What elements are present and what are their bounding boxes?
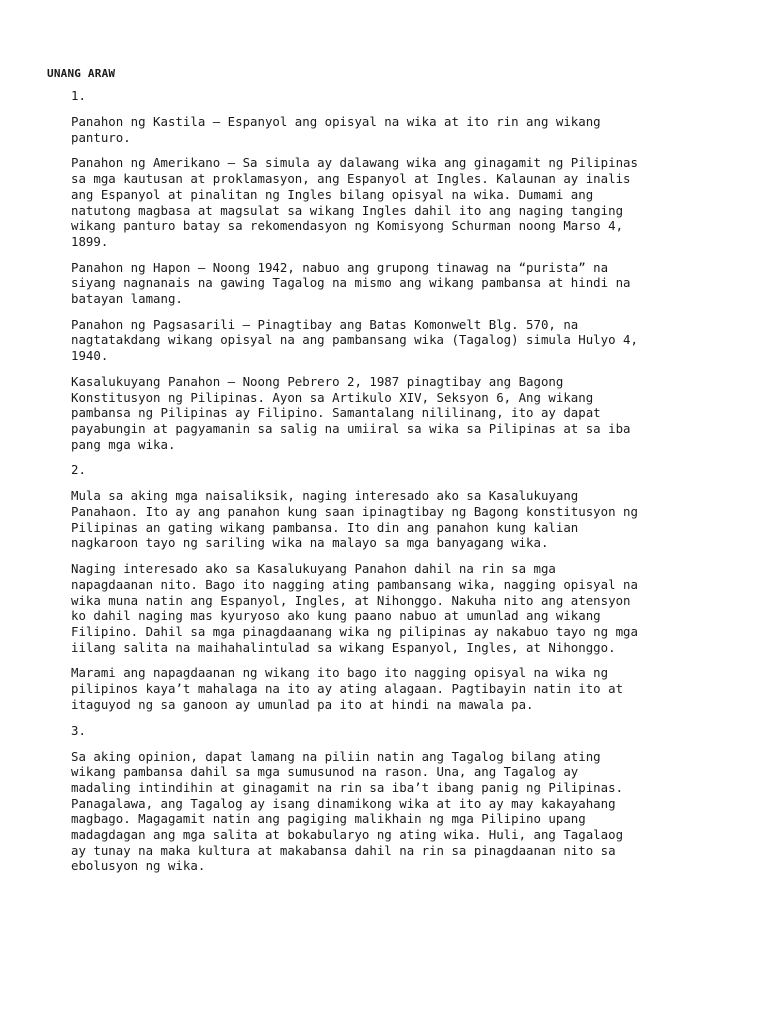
text-line: nagtatakdang wikang opisyal na ang pambansang wika (Tagalog) simula Hulyo 4, [71, 332, 638, 348]
text-line: batayan lamang. [71, 291, 183, 307]
section [71, 462, 721, 712]
text-line: Naging interesado ako sa Kasalukuyang Panahon dahil na rin sa mga [71, 561, 556, 577]
section-number: 1. [71, 88, 86, 103]
text-line: Panahon ng Pagsasarili – Pinagtibay ang Batas Komonwelt Blg. 570, na [71, 316, 579, 332]
text-line: Pilipinas an gating wikang pambansa. Ito din ang panahon kung kalian [71, 519, 579, 535]
text-line: panturo. [71, 129, 131, 145]
paragraph [71, 155, 721, 249]
text-line: wikang panturo batay sa rekomendasyon ng Komisyong Schurman noong Marso 4, [71, 218, 624, 234]
document-heading: UNANG ARAW [47, 67, 116, 80]
text-line: pilipinos kaya’t mahalaga na ito ay ating alagaan. Pagtibayin natin ito at [71, 681, 624, 697]
text-line: madagdagan ang mga salita at bokabularyo ng ating wika. Huli, ang Tagalaog [71, 827, 624, 843]
text-line: 1899. [71, 233, 109, 249]
text-line: nagkaroon tayo ng sariling wika na malayo sa mga banyagang wika. [71, 535, 549, 551]
text-line: wikang pambansa dahil sa mga sumusunod na rason. Una, ang Tagalog ay [71, 764, 579, 780]
text-line: ang Espanyol at pinalitan ng Ingles bilang opisyal na wika. Dumami ang [71, 186, 594, 202]
text-line: sa mga kautusan at proklamasyon, ang Espanyol at Ingles. Kalaunan ay inalis [71, 171, 631, 187]
paragraph [71, 374, 721, 453]
text-line: Panahon ng Kastila – Espanyol ang opisyal na wika at ito rin ang wikang [71, 114, 601, 129]
paragraph [71, 317, 721, 364]
paragraph [71, 561, 721, 655]
paragraph [71, 749, 721, 875]
text-line: Sa aking opinion, dapat lamang na piliin natin ang Tagalog bilang ating [71, 748, 601, 764]
document-body [71, 88, 721, 884]
text-line: Kasalukuyang Panahon – Noong Pebrero 2, 1987 pinagtibay ang Bagong [71, 373, 564, 389]
text-line: pang mga wika. [71, 436, 176, 452]
text-line: Panahon ng Hapon – Noong 1942, nabuo ang grupong tinawag na “purista” na [71, 259, 609, 275]
text-line: wika muna natin ang Espanyol, Ingles, at Nihonggo. Nakuha nito ang atensyon [71, 592, 631, 608]
text-line: 1940. [71, 348, 109, 364]
text-line: natutong magbasa at magsulat sa wikang Ingles dahil ito ang naging tanging [71, 202, 624, 218]
text-line: Panahon ng Amerikano – Sa simula ay dalawang wika ang ginagamit ng Pilipinas [71, 155, 638, 171]
section [71, 723, 721, 875]
text-line: itaguyod ng sa ganoon ay umunlad pa ito at hindi na mawala pa. [71, 696, 534, 712]
text-line: Panagalawa, ang Tagalog ay isang dinamikong wika at ito ay may kakayahang [71, 795, 616, 811]
paragraph [71, 260, 721, 307]
text-line: payabungin at pagyamanin sa salig na umiiral sa wika sa Pilipinas at sa iba [71, 420, 631, 436]
text-line: ko dahil naging mas kyuryoso ako kung paano nabuo at umunlad ang wikang [71, 608, 601, 624]
paragraph [71, 665, 721, 712]
text-line: pambansa ng Pilipinas ay Filipino. Samantalang nililinang, ito ay dapat [71, 405, 601, 421]
text-line: iilang salita na maihahalintulad sa wikang Espanyol, Ingles, at Nihonggo. [71, 639, 616, 655]
text-line: napagdaanan nito. Bago ito nagging ating pambansang wika, nagging opisyal na [71, 576, 638, 592]
section-number: 3. [71, 722, 86, 738]
text-line: siyang nagnanais na gawing Tagalog na mismo ang wikang pambansa at hindi na [71, 275, 631, 291]
text-line: Mula sa aking mga naisaliksik, naging interesado ako sa Kasalukuyang [71, 488, 579, 504]
text-line: Marami ang napagdaanan ng wikang ito bago ito nagging opisyal na wika ng [71, 665, 609, 681]
text-line: Konstitusyon ng Pilipinas. Ayon sa Artikulo XIV, Seksyon 6, Ang wikang [71, 389, 594, 405]
text-line: ay tunay na maka kultura at makabansa dahil na rin sa pinagdaanan nito sa [71, 842, 616, 858]
section [71, 88, 721, 452]
text-line: ebolusyon ng wika. [71, 858, 206, 874]
text-line: Panahaon. Ito ay ang panahon kung saan ipinagtibay ng Bagong konstitusyon ng [71, 504, 638, 520]
paragraph [71, 488, 721, 551]
section-number: 2. [71, 462, 86, 478]
paragraph [71, 114, 721, 145]
text-line: madaling intindihin at ginagamit na rin sa iba’t ibang panig ng Pilipinas. [71, 779, 624, 795]
text-line: magbago. Magagamit natin ang pagiging malikhain ng mga Pilipino upang [71, 811, 586, 827]
text-line: Filipino. Dahil sa mga pinagdaanang wika ng pilipinas ay nakabuo tayo ng mga [71, 623, 638, 639]
